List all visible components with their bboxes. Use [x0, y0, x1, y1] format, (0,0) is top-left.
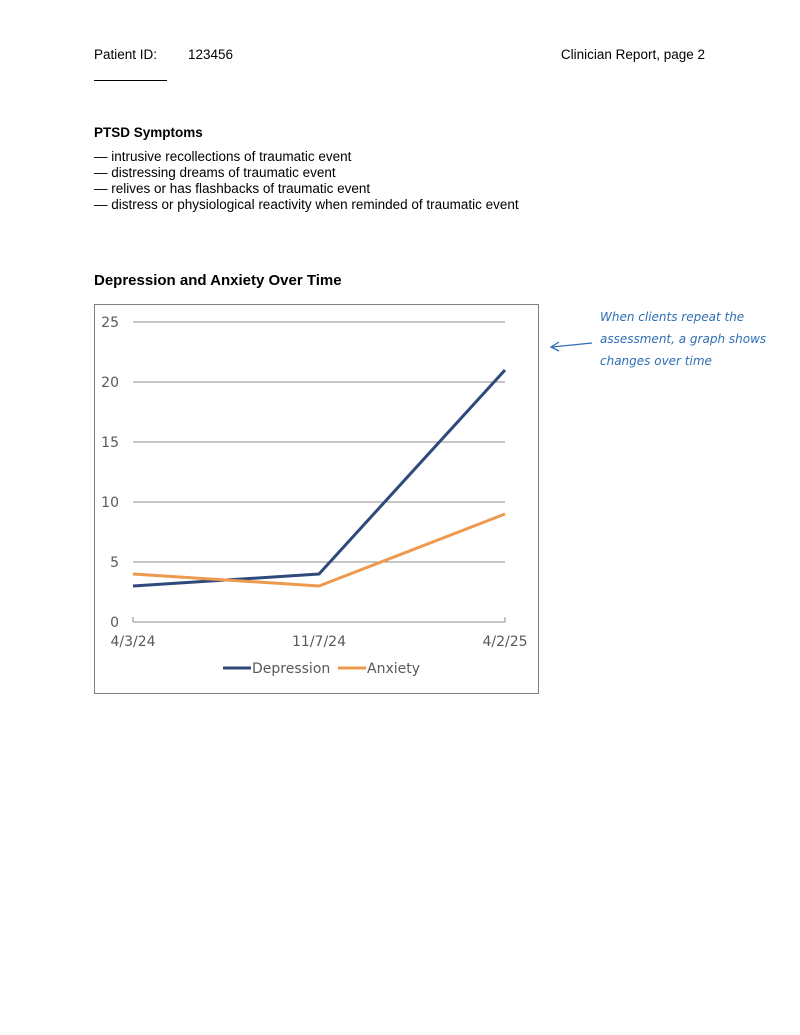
y-tick-label: 15	[101, 435, 119, 451]
y-tick-label: 25	[101, 315, 119, 331]
annotation-arrow-icon	[548, 337, 594, 353]
patient-id-value: 123456	[188, 47, 234, 62]
patient-id	[94, 47, 234, 62]
y-tick-label: 0	[110, 615, 119, 631]
chart-title: Depression and Anxiety Over Time	[94, 272, 342, 289]
symptom-item: — distress or physiological reactivity when reminded of traumatic event	[94, 197, 519, 212]
x-tick-label: 4/3/24	[110, 634, 156, 650]
y-tick-label: 20	[101, 375, 119, 391]
symptom-item: — distressing dreams of traumatic event	[94, 165, 336, 180]
line-chart	[94, 304, 539, 694]
x-tick-label: 4/2/25	[482, 634, 528, 650]
report-title: Clinician Report, page 2	[560, 47, 705, 62]
ptsd-section-title: PTSD Symptoms	[94, 125, 203, 140]
series-line-depression	[133, 370, 505, 586]
patient-id-label: Patient ID:	[94, 47, 158, 62]
legend-label-anxiety: Anxiety	[367, 661, 421, 677]
chart-canvas	[95, 305, 540, 695]
symptom-item: — intrusive recollections of traumatic event	[94, 149, 352, 164]
annotation-note: When clients repeat the assessment, a graph shows changes over time	[600, 310, 767, 368]
x-tick-label: 11/7/24	[292, 634, 346, 650]
y-tick-label: 10	[101, 495, 119, 511]
ptsd-symptom-list	[94, 149, 519, 213]
header-rule	[94, 80, 167, 81]
legend-label-depression: Depression	[252, 661, 331, 677]
symptom-item: — relives or has flashbacks of traumatic event	[94, 181, 371, 196]
y-tick-label: 5	[110, 555, 119, 571]
